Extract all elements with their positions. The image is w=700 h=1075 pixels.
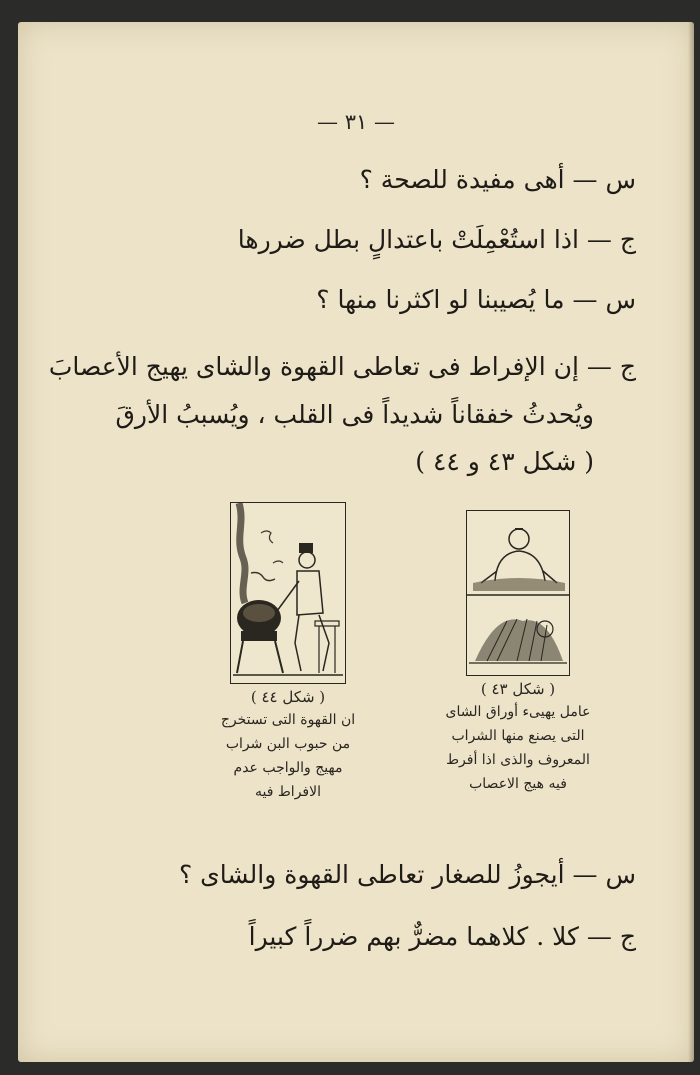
line-text: ويُحدثُ خفقاناً شديداً فى القلب ، ويُسببُ الأرقَ — [115, 400, 594, 429]
figure-43 — [428, 510, 608, 796]
book-page — [18, 22, 694, 1062]
question-line-3 — [179, 860, 636, 889]
figure-44-caption — [208, 708, 368, 804]
figure-43-caption — [428, 700, 608, 796]
caption-line: ان القهوة التى تستخرج — [220, 712, 356, 728]
answer-line-2 — [49, 352, 636, 381]
line-text: اذا استُعْمِلَتْ باعتدالٍ بطل ضررها — [237, 225, 579, 254]
answer-line-2-continued — [116, 400, 594, 429]
line-text: كلا . كلاهما مضرٌّ بهم ضرراً كبيراً — [248, 922, 579, 951]
line-text: ما يُصيبنا لو اكثرنا منها ؟ — [316, 285, 565, 314]
line-text: أيجوزُ للصغار تعاطى القهوة والشاى ؟ — [178, 860, 565, 889]
answer-line-3 — [249, 922, 636, 951]
line-prefix: ج — — [586, 352, 636, 381]
coffee-roasting-illustration — [230, 502, 346, 684]
coffee-roaster-icon — [231, 503, 345, 683]
caption-line: مهيج والواجب عدم — [233, 760, 343, 776]
caption-line: عامل يهيىء أوراق الشاى — [445, 704, 591, 720]
line-prefix: ج — — [586, 225, 636, 254]
page-number: — ٣١ — — [317, 110, 395, 134]
tea-worker-icon — [467, 511, 569, 675]
line-text: ( شكل ٤٣ و ٤٤ ) — [415, 447, 594, 476]
caption-line: المعروف والذى اذا أفرط — [446, 752, 590, 768]
figure-44 — [208, 502, 368, 804]
tea-worker-illustration — [466, 510, 570, 676]
line-prefix: س — — [572, 860, 636, 889]
question-line-2 — [316, 285, 636, 314]
caption-line: التى يصنع منها الشراب — [451, 728, 585, 744]
line-prefix: س — — [572, 165, 636, 194]
line-text: أهى مفيدة للصحة ؟ — [359, 165, 565, 194]
line-text: إن الإفراط فى تعاطى القهوة والشاى يهيج الأعصابَ — [48, 352, 579, 381]
question-line-1 — [360, 165, 636, 194]
line-prefix: ج — — [586, 922, 636, 951]
line-prefix: س — — [572, 285, 636, 314]
caption-line: فيه هيج الاعصاب — [469, 776, 567, 792]
answer-line-1 — [238, 225, 636, 254]
figure-44-label: ( شكل ٤٤ ) — [250, 688, 326, 706]
figure-reference — [415, 447, 594, 476]
caption-line: الافراط فيه — [254, 784, 321, 800]
figure-43-label: ( شكل ٤٣ ) — [480, 680, 556, 698]
caption-line: من حبوب البن شراب — [225, 736, 351, 752]
